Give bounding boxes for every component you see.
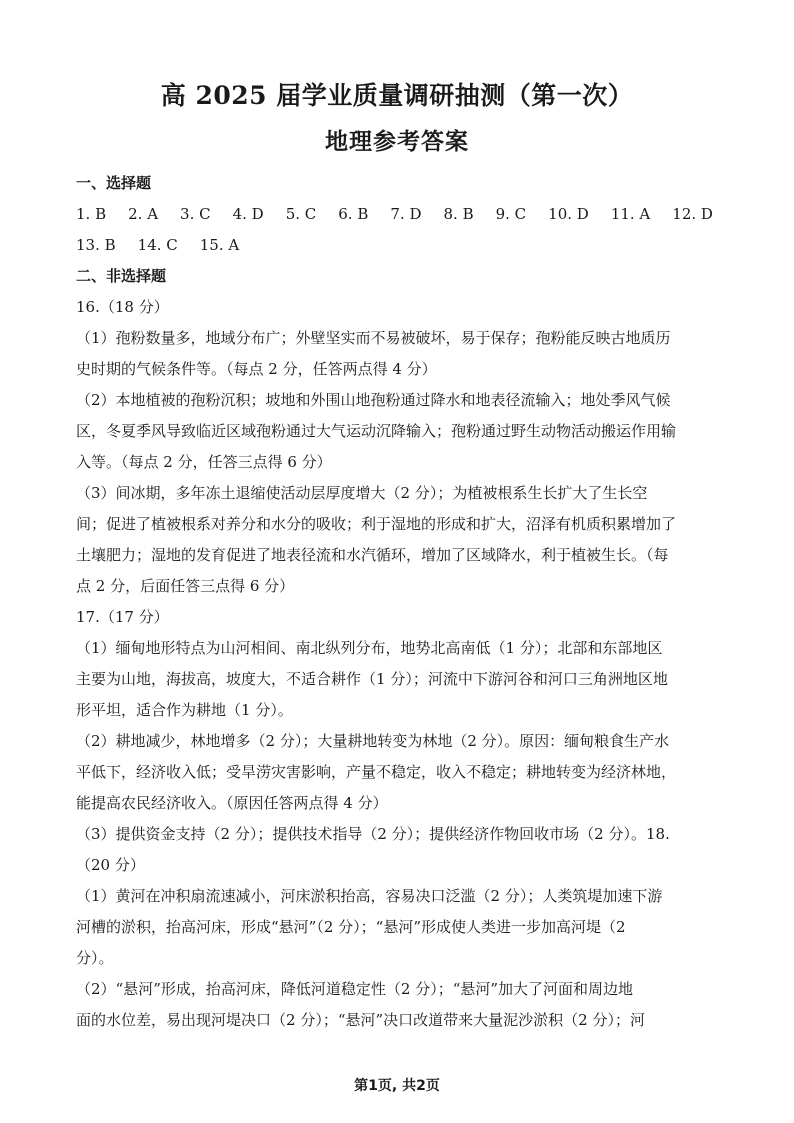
choice-answer: 9. C	[495, 205, 527, 223]
text-line: 点 2 分，后面任答三点得 6 分）	[76, 577, 295, 595]
choice-answers-row-1	[76, 199, 720, 230]
question-17-title: 17.（17 分）	[76, 608, 169, 626]
choice-answer: 11. A	[610, 205, 651, 223]
text-line: 间；促进了植被根系对养分和水分的吸收；利于湿地的形成和扩大，沼泽有机质积累增加了	[76, 515, 677, 533]
q18-answer-2	[76, 974, 720, 1036]
q16-answer-1	[76, 323, 720, 385]
section-heading-nonchoice: 二、非选择题	[76, 267, 167, 285]
question-16-title: 16.（18 分）	[76, 298, 169, 316]
choice-answer: 12. D	[672, 205, 713, 223]
choice-answer: 3. C	[180, 205, 211, 223]
text-line: 史时期的气候条件等。（每点 2 分，任答两点得 4 分）	[76, 360, 437, 378]
choice-answer: 10. D	[548, 205, 589, 223]
text-line: 河槽的淤积，抬高河床，形成“悬河”（2 分）；“悬河”形成使人类进一步加高河堤（2	[76, 918, 626, 936]
choice-answer: 13. B	[76, 236, 116, 254]
document-title: 高 2025 届学业质量调研抽测（第一次）	[160, 81, 634, 110]
answer-content	[76, 168, 720, 1036]
choice-answers-row-2	[76, 230, 720, 261]
text-line: 分）。	[76, 949, 114, 967]
text-line: 能提高农民经济收入。（原因任答两点得 4 分）	[76, 794, 388, 812]
choice-answer: 8. B	[443, 205, 474, 223]
text-line: 形平坦，适合作为耕地（1 分）。	[76, 701, 293, 719]
choice-answer: 5. C	[285, 205, 317, 223]
q17-answer-3	[76, 819, 720, 881]
choice-answer: 14. C	[137, 236, 178, 254]
text-line: （20 分）	[76, 856, 145, 874]
choice-answer: 15. A	[199, 236, 240, 254]
choice-answer: 6. B	[338, 205, 369, 223]
text-line: （3）提供资金支持（2 分）；提供技术指导（2 分）；提供经济作物回收市场（2 分）。18.	[76, 825, 670, 843]
text-line: 面的水位差，易出现河堤决口（2 分）；“悬河”决口改道带来大量泥沙淤积（2 分）；河	[76, 1011, 645, 1029]
text-line: 入等。（每点 2 分，任答三点得 6 分）	[76, 453, 332, 471]
text-line: （2）耕地减少，林地增多（2 分）；大量耕地转变为林地（2 分）。原因：缅甸粮食生产水	[76, 732, 670, 750]
text-line: 区，冬夏季风导致临近区域孢粉通过大气运动沉降输入；孢粉通过野生动物活动搬运作用输	[76, 422, 677, 440]
choice-answer: 2. A	[128, 205, 159, 223]
q18-answer-1	[76, 881, 720, 974]
q17-answer-1	[76, 633, 720, 726]
text-line: （2）本地植被的孢粉沉积；坡地和外围山地孢粉通过降水和地表径流输入；地处季风气候	[76, 391, 671, 409]
page-number: 第1页, 共2页	[354, 1078, 440, 1094]
choice-answer: 7. D	[390, 205, 422, 223]
q16-answer-3	[76, 478, 720, 602]
q16-answer-2	[76, 385, 720, 478]
text-line: （1）孢粉数量多，地域分布广；外壁坚实而不易被破坏，易于保存；孢粉能反映古地质历	[76, 329, 671, 347]
text-line: 平低下，经济收入低；受旱涝灾害影响，产量不稳定，收入不稳定；耕地转变为经济林地，	[76, 763, 677, 781]
section-heading-choice: 一、选择题	[76, 174, 152, 192]
text-line: （2）“悬河”形成，抬高河床，降低河道稳定性（2 分）；“悬河”加大了河面和周边地	[76, 980, 634, 998]
text-line: （1）缅甸地形特点为山河相间、南北纵列分布，地势北高南低（1 分）；北部和东部地区	[76, 639, 663, 657]
text-line: （3）间冰期，多年冻土退缩使活动层厚度增大（2 分）；为植被根系生长扩大了生长空	[76, 484, 648, 502]
text-line: 土壤肥力；湿地的发育促进了地表径流和水汽循环，增加了区域降水，利于植被生长。（每	[76, 546, 669, 564]
choice-answer: 4. D	[232, 205, 264, 223]
document-subtitle: 地理参考答案	[325, 128, 469, 155]
text-line: 主要为山地，海拔高，坡度大，不适合耕作（1 分）；河流中下游河谷和河口三角洲地区地	[76, 670, 668, 688]
choice-answer: 1. B	[76, 205, 107, 223]
text-line: （1）黄河在冲积扇流速减小，河床淤积抬高，容易决口泛滥（2 分）；人类筑堤加速下游	[76, 887, 663, 905]
q17-answer-2	[76, 726, 720, 819]
